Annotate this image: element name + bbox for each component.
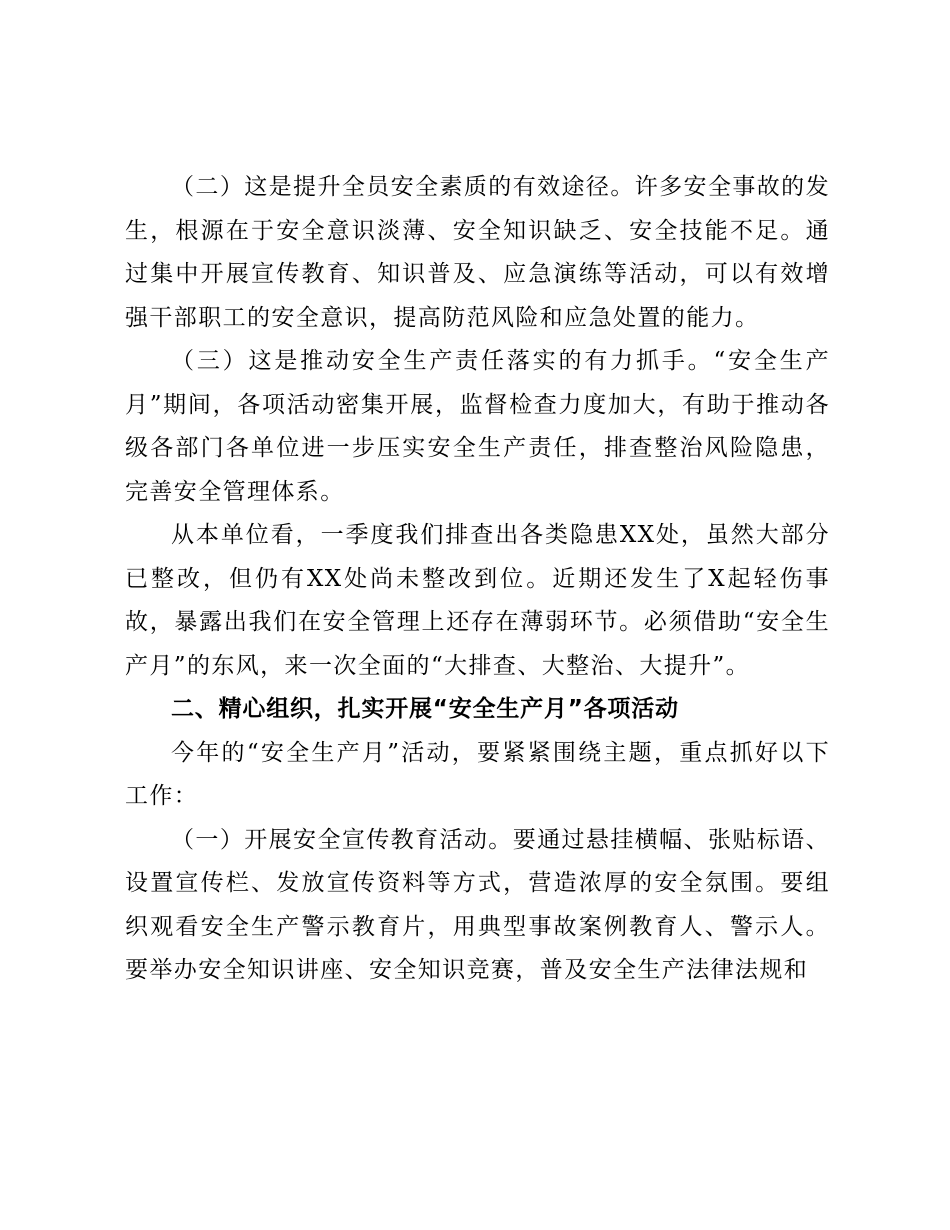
paragraph-point-2: （二）这是提升全员安全素质的有效途径。许多安全事故的发生，根源在于安全意识淡薄、安全知识缺乏、安全技能不足。通过集中开展宣传教育、知识普及、应急演练等活动，可以有效增强干部职工的安全意识，提高防范风险和应急处置的能力。 (125, 174, 830, 331)
paragraph-unit-status: 从本单位看，一季度我们排查出各类隐患XX处，虽然大部分已整改，但仍有XX处尚未整改到位。近期还发生了X起轻伤事故，暴露出我们在安全管理上还存在薄弱环节。必须借助“安全生产月”的东风，来一次全面的“大排查、大整治、大提升”。 (125, 522, 830, 679)
document-body (125, 166, 830, 993)
paragraph-task-1: （一）开展安全宣传教育活动。要通过悬挂横幅、张贴标语、设置宣传栏、发放宣传资料等方式，营造浓厚的安全氛围。要组织观看安全生产警示教育片，用典型事故案例教育人、警示人。要举办安全知识讲座、安全知识竞赛，普及安全生产法律法规和 (125, 826, 830, 983)
section-heading-2: 二、精心组织，扎实开展“安全生产月”各项活动 (171, 696, 679, 722)
paragraph-point-3: （三）这是推动安全生产责任落实的有力抓手。“安全生产月”期间，各项活动密集开展，监督检查力度加大，有助于推动各级各部门各单位进一步压实安全生产责任，排查整治风险隐患，完善安全管理体系。 (125, 348, 830, 505)
paragraph-intro-work: 今年的“安全生产月”活动，要紧紧围绕主题，重点抓好以下工作： (125, 739, 830, 809)
